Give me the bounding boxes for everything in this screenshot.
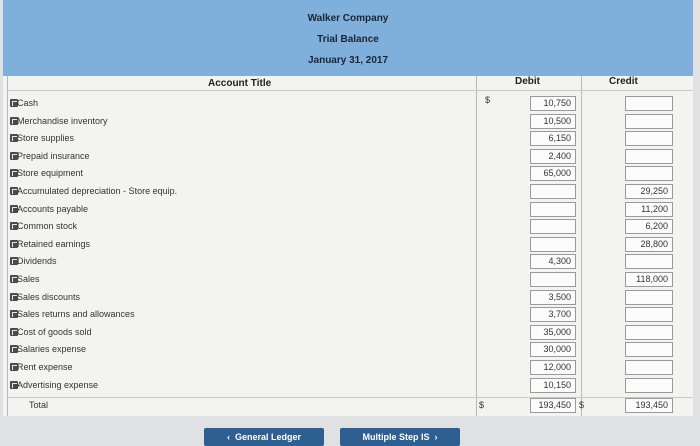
next-multiple-step-is-button[interactable] xyxy=(340,428,460,446)
debit-cell[interactable]: 35,000 xyxy=(530,325,576,340)
total-debit-cell[interactable]: 193,450 xyxy=(530,398,576,413)
prev-button-label: General Ledger xyxy=(234,432,302,442)
credit-cell[interactable]: 11,200 xyxy=(625,202,673,217)
credit-cell[interactable]: 118,000 xyxy=(625,272,673,287)
account-label[interactable]: Store supplies xyxy=(17,133,75,143)
column-divider xyxy=(579,76,585,416)
total-label: Total xyxy=(29,400,49,410)
debit-cell[interactable] xyxy=(530,237,576,252)
credit-cell[interactable]: 6,200 xyxy=(625,219,673,234)
credit-cell[interactable]: 29,250 xyxy=(625,184,673,199)
credit-cell[interactable] xyxy=(625,378,673,393)
credit-cell[interactable] xyxy=(625,325,673,340)
account-label[interactable]: Advertising expense xyxy=(17,380,99,390)
account-label[interactable]: Cash xyxy=(17,98,39,108)
chevron-right-icon: › xyxy=(429,432,438,442)
debit-cell[interactable] xyxy=(530,272,576,287)
debit-cell[interactable] xyxy=(530,219,576,234)
account-label[interactable]: Common stock xyxy=(17,221,78,231)
account-label[interactable]: Merchandise inventory xyxy=(17,116,108,126)
report-date: January 31, 2017 xyxy=(307,55,389,66)
total-credit-currency: $ xyxy=(579,400,585,410)
debit-cell[interactable] xyxy=(530,202,576,217)
credit-cell[interactable] xyxy=(625,96,673,111)
next-button-label: Multiple Step IS xyxy=(362,432,430,442)
credit-cell[interactable]: 28,800 xyxy=(625,237,673,252)
account-label[interactable]: Rent expense xyxy=(17,362,73,372)
account-label[interactable]: Prepaid insurance xyxy=(17,151,90,161)
debit-cell[interactable] xyxy=(530,184,576,199)
credit-cell[interactable] xyxy=(625,114,673,129)
credit-cell[interactable] xyxy=(625,254,673,269)
credit-cell[interactable] xyxy=(625,360,673,375)
debit-cell[interactable]: 12,000 xyxy=(530,360,576,375)
account-label[interactable]: Accounts payable xyxy=(17,204,89,214)
credit-cell[interactable] xyxy=(625,149,673,164)
debit-currency-symbol: $ xyxy=(485,95,491,105)
account-label[interactable]: Accumulated depreciation - Store equip. xyxy=(17,186,178,196)
credit-cell[interactable] xyxy=(625,290,673,305)
debit-header: Debit xyxy=(515,76,540,87)
account-label[interactable]: Retained earnings xyxy=(17,239,91,249)
debit-cell[interactable]: 4,300 xyxy=(530,254,576,269)
account-label[interactable]: Sales xyxy=(17,274,40,284)
account-label[interactable]: Sales returns and allowances xyxy=(17,309,135,319)
debit-cell[interactable]: 10,500 xyxy=(530,114,576,129)
credit-cell[interactable] xyxy=(625,342,673,357)
credit-cell[interactable] xyxy=(625,166,673,181)
chevron-left-icon: ‹ xyxy=(226,432,235,442)
account-title-header: Account Title xyxy=(208,78,272,89)
debit-cell[interactable]: 10,750 xyxy=(530,96,576,111)
header-divider xyxy=(7,90,693,91)
account-label[interactable]: Store equipment xyxy=(17,168,84,178)
account-label[interactable]: Sales discounts xyxy=(17,292,81,302)
prev-general-ledger-button[interactable] xyxy=(204,428,324,446)
company-name: Walker Company xyxy=(307,13,389,24)
debit-cell[interactable]: 30,000 xyxy=(530,342,576,357)
account-label[interactable]: Dividends xyxy=(17,256,57,266)
credit-header: Credit xyxy=(609,76,638,87)
credit-cell[interactable] xyxy=(625,307,673,322)
total-debit-currency: $ xyxy=(479,400,485,410)
report-title: Trial Balance xyxy=(317,34,379,45)
account-label[interactable]: Salaries expense xyxy=(17,344,87,354)
debit-cell[interactable]: 2,400 xyxy=(530,149,576,164)
debit-cell[interactable]: 65,000 xyxy=(530,166,576,181)
trial-balance-table xyxy=(3,76,693,416)
credit-cell[interactable] xyxy=(625,131,673,146)
column-divider xyxy=(7,76,8,416)
debit-cell[interactable]: 6,150 xyxy=(530,131,576,146)
debit-cell[interactable]: 3,700 xyxy=(530,307,576,322)
debit-cell[interactable]: 3,500 xyxy=(530,290,576,305)
report-header xyxy=(3,0,693,76)
total-credit-cell[interactable]: 193,450 xyxy=(625,398,673,413)
debit-cell[interactable]: 10,150 xyxy=(530,378,576,393)
total-divider xyxy=(7,397,693,398)
account-label[interactable]: Cost of goods sold xyxy=(17,327,92,337)
column-divider xyxy=(476,76,477,416)
